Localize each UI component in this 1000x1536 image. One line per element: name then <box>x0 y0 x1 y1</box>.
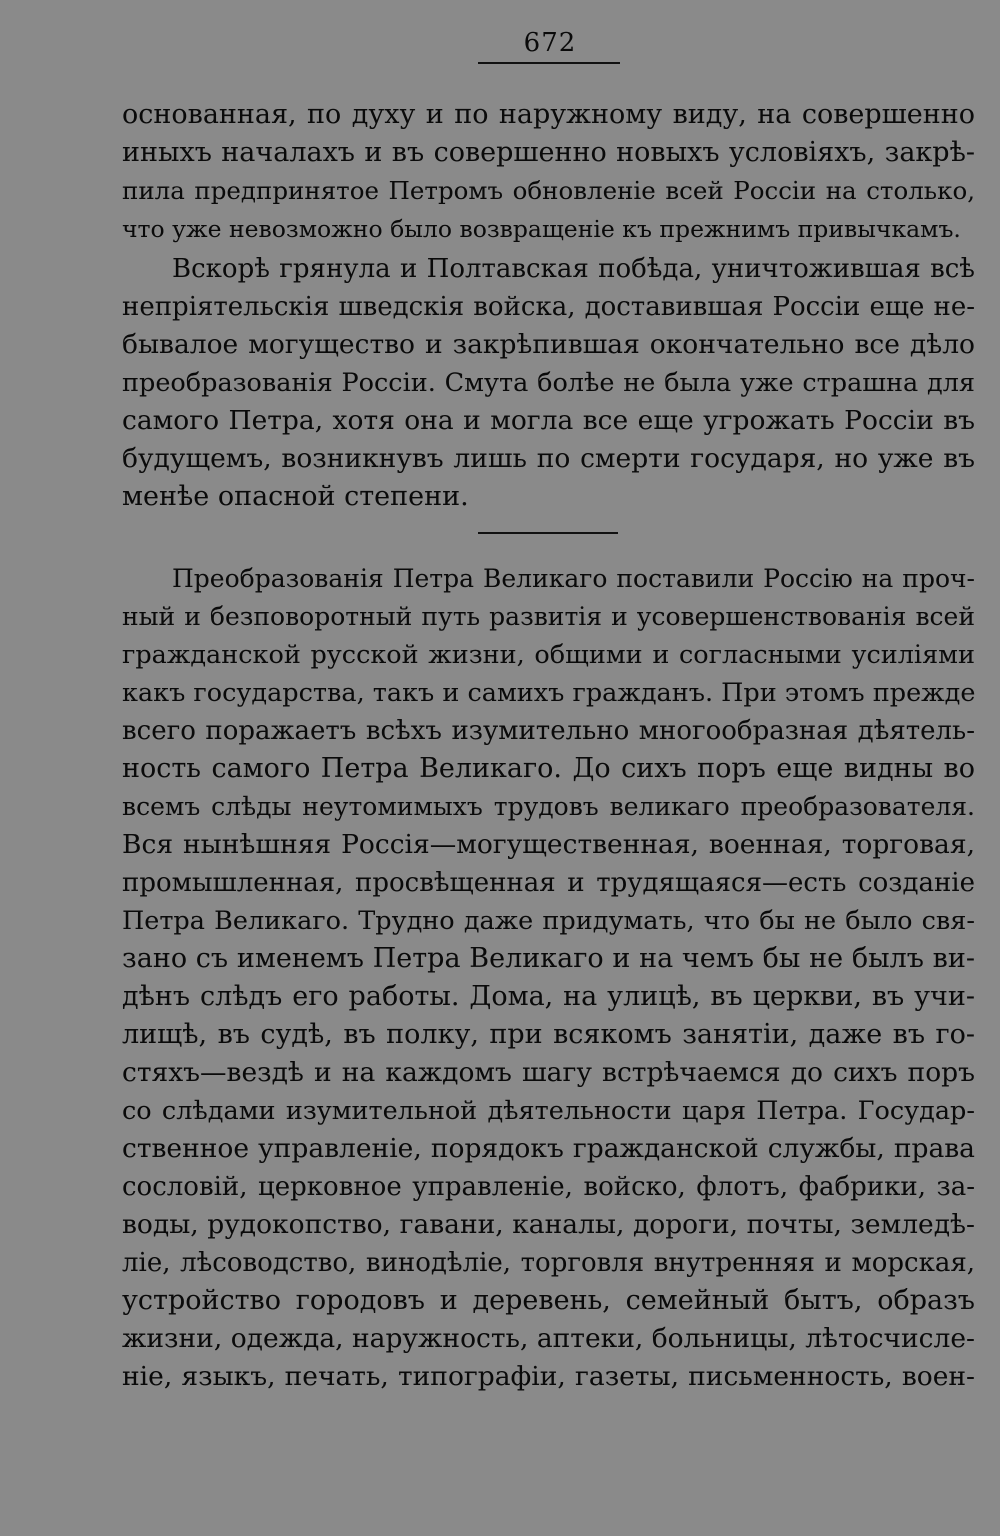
text-line: ліе, лѣсоводство, винодѣліе, торговля внутренняя и морская, <box>122 1248 975 1278</box>
text-line: со слѣдами изумительной дѣятельности царя Петра. Государ- <box>122 1096 975 1126</box>
text-line: лищѣ, въ судѣ, въ полку, при всякомъ занятіи, даже въ го- <box>122 1019 975 1050</box>
text-line: пила предпринятое Петромъ обновленіе всей Россіи на столько, <box>122 176 975 205</box>
text-line: Вскорѣ грянула и Полтавская побѣда, уничтожившая всѣ <box>172 254 975 284</box>
text-line: Вся нынѣшняя Россія—могущественная, военная, торговая, <box>122 829 975 860</box>
text-line: всего поражаетъ всѣхъ изумительно многообразная дѣятель- <box>122 716 975 746</box>
text-line: ный и безповоротный путь развитія и усовершенствованія всей <box>122 602 975 631</box>
text-line: ственное управленіе, порядокъ гражданской службы, права <box>122 1133 975 1164</box>
text-line: стяхъ—вездѣ и на каждомъ шагу встрѣчаемся до сихъ поръ <box>122 1057 975 1088</box>
text-line: всемъ слѣды неутомимыхъ трудовъ великаго преобразователя. <box>122 792 975 821</box>
text-line: промышленная, просвѣщенная и трудящаяся—есть созданіе <box>122 868 975 898</box>
text-line: бывалое могущество и закрѣпившая окончательно все дѣло <box>122 329 975 360</box>
text-line: воды, рудокопство, гавани, каналы, дороги, почты, земледѣ- <box>122 1209 975 1240</box>
text-line: Петра Великаго. Трудно даже придумать, что бы не было свя- <box>122 906 975 936</box>
header-rule <box>478 62 620 64</box>
text-line: какъ государства, такъ и самихъ гражданъ. При этомъ прежде <box>122 678 975 708</box>
text-line: ность самого Петра Великаго. До сихъ поръ еще видны во <box>122 753 975 784</box>
text-line: преобразованія Россіи. Смута болѣе не была уже страшна для <box>122 368 975 398</box>
text-line: менѣе опасной степени. <box>122 481 469 512</box>
text-line: что уже невозможно было возвращеніе къ прежнимъ привычкамъ. <box>122 215 961 243</box>
text-line: иныхъ началахъ и въ совершенно новыхъ условіяхъ, закрѣ- <box>122 137 975 168</box>
text-line: сословій, церковное управленіе, войско, флотъ, фабрики, за- <box>122 1172 975 1202</box>
page-number: 672 <box>523 28 577 58</box>
text-line: Преобразованія Петра Великаго поставили Россію на проч- <box>172 564 975 593</box>
text-line: ніе, языкъ, печать, типографіи, газеты, письменность, воен- <box>122 1361 975 1392</box>
text-line: будущемъ, возникнувъ лишь по смерти государя, но уже въ <box>122 443 975 474</box>
text-line: гражданской русской жизни, общими и согласными усиліями <box>122 640 975 670</box>
text-line: устройство городовъ и деревень, семейный бытъ, образъ <box>122 1285 975 1316</box>
text-line: зано съ именемъ Петра Великаго и на чемъ бы не былъ ви- <box>122 943 975 974</box>
text-line: непріятельскія шведскія войска, доставившая Россіи еще не- <box>122 292 975 322</box>
text-line: основанная, по духу и по наружному виду, на совершенно <box>122 99 975 130</box>
text-line: самого Петра, хотя она и могла все еще угрожать Россіи въ <box>122 405 975 436</box>
section-divider <box>478 532 618 534</box>
text-line: дѣнъ слѣдъ его работы. Дома, на улицѣ, въ церкви, въ учи- <box>122 981 975 1012</box>
text-line: жизни, одежда, наружность, аптеки, больницы, лѣтосчисле- <box>122 1323 975 1354</box>
